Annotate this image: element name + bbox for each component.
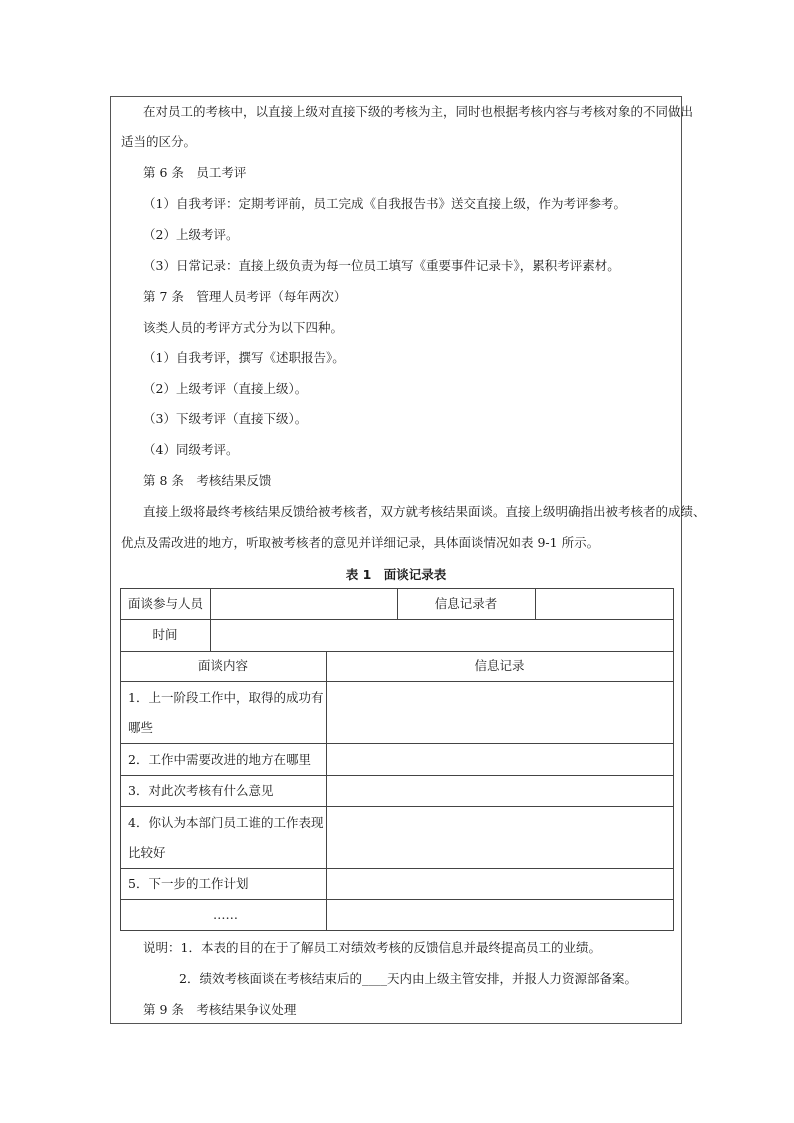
note-2: 2．绩效考核面谈在考核结束后的____天内由上级主管安排，并报人力资源部备案。 bbox=[179, 971, 637, 986]
record-header: 信息记录 bbox=[474, 658, 525, 673]
recorder-input[interactable] bbox=[536, 589, 673, 619]
record-cell-4[interactable] bbox=[327, 807, 673, 868]
question-4-cont: 比较好 bbox=[128, 845, 166, 860]
record-cell-5[interactable] bbox=[327, 869, 673, 899]
record-cell-3[interactable] bbox=[327, 776, 673, 806]
question-1-cont: 哪些 bbox=[128, 720, 154, 735]
table-caption: 表 1 面谈记录表 bbox=[345, 567, 447, 582]
article-6-heading: 第 6 条 员工考评 bbox=[143, 165, 247, 180]
record-cell-2[interactable] bbox=[327, 744, 673, 775]
question-1: 1．上一阶段工作中，取得的成功有 bbox=[128, 690, 324, 705]
question-5: 5．下一步的工作计划 bbox=[128, 876, 249, 891]
paragraph-15: 优点及需改进的地方，听取被考核者的意见并详细记录，具体面谈情况如表 9-1 所示。 bbox=[121, 535, 600, 550]
content-header: 面谈内容 bbox=[197, 658, 248, 673]
question-ellipsis: …… bbox=[213, 907, 238, 922]
participants-label: 面谈参与人员 bbox=[128, 596, 204, 611]
record-cell-6[interactable] bbox=[327, 900, 673, 930]
paragraph-2: 适当的区分。 bbox=[121, 134, 197, 149]
question-4: 4．你认为本部门员工谁的工作表现 bbox=[128, 815, 324, 830]
paragraph-4: （1）自我考评：定期考评前，员工完成《自我报告书》送交直接上级，作为考评参考。 bbox=[143, 196, 626, 211]
paragraph-11: （3）下级考评（直接下级）。 bbox=[143, 411, 308, 426]
paragraph-14: 直接上级将最终考核结果反馈给被考核者，双方就考核结果面谈。直接上级明确指出被考核者的成绩、 bbox=[143, 504, 706, 519]
paragraph-5: （2）上级考评。 bbox=[143, 227, 239, 242]
record-cell-1[interactable] bbox=[327, 682, 673, 743]
article-8-heading: 第 8 条 考核结果反馈 bbox=[143, 473, 272, 488]
article-7-heading: 第 7 条 管理人员考评（每年两次） bbox=[143, 289, 347, 304]
paragraph-6: （3）日常记录：直接上级负责为每一位员工填写《重要事件记录卡》，累积考评素材。 bbox=[143, 258, 620, 273]
article-9-heading: 第 9 条 考核结果争议处理 bbox=[143, 1002, 297, 1017]
paragraph-10: （2）上级考评（直接上级）。 bbox=[143, 381, 308, 396]
question-3: 3．对此次考核有什么意见 bbox=[128, 783, 274, 798]
time-input[interactable] bbox=[211, 620, 673, 651]
participants-input[interactable] bbox=[211, 589, 397, 619]
note-1: 说明：1．本表的目的在于了解员工对绩效考核的反馈信息并最终提高员工的业绩。 bbox=[143, 940, 601, 955]
paragraph-12: （4）同级考评。 bbox=[143, 442, 239, 457]
paragraph-8: 该类人员的考评方式分为以下四种。 bbox=[143, 320, 344, 335]
question-2: 2．工作中需要改进的地方在哪里 bbox=[128, 752, 311, 767]
paragraph-9: （1）自我考评，撰写《述职报告》。 bbox=[143, 350, 345, 365]
time-label: 时间 bbox=[152, 627, 178, 642]
paragraph-1: 在对员工的考核中，以直接上级对直接下级的考核为主，同时也根据考核内容与考核对象的不同做出 bbox=[143, 104, 694, 119]
recorder-label: 信息记录者 bbox=[434, 596, 498, 611]
